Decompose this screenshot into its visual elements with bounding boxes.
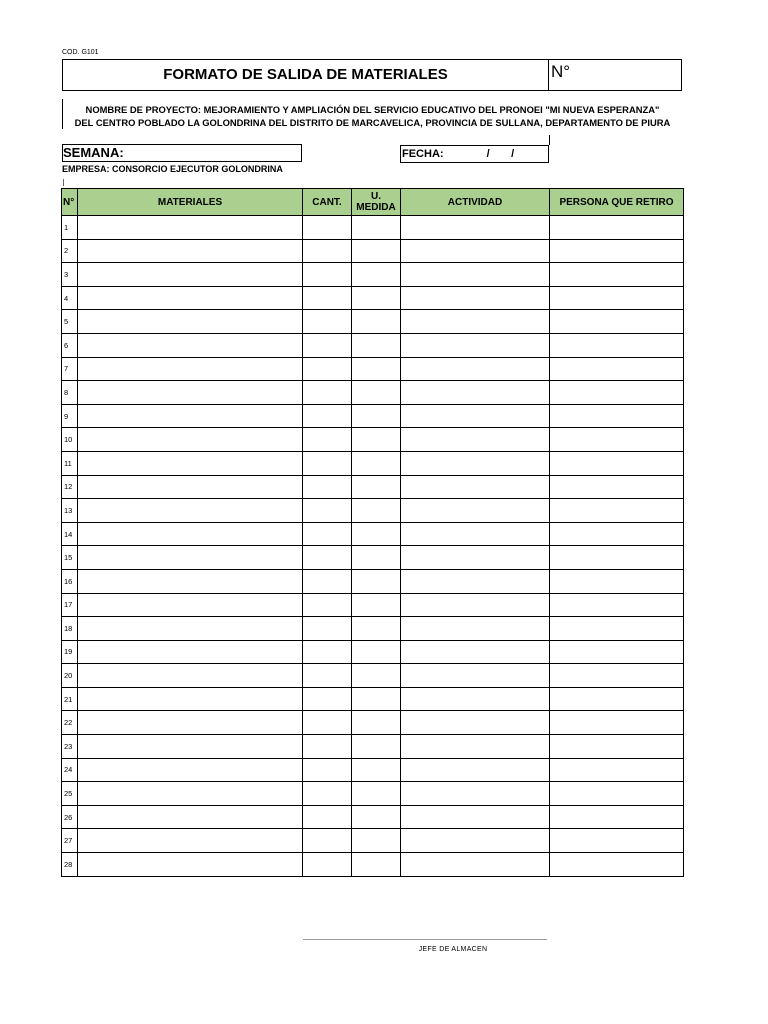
table-row	[62, 286, 684, 310]
quantity-cell[interactable]	[303, 640, 352, 664]
signature-label: JEFE DE ALMACEN	[418, 946, 488, 953]
header-activity: ACTIVIDAD	[401, 189, 550, 216]
person-cell[interactable]	[550, 216, 684, 240]
row-number: 13	[62, 499, 78, 523]
activity-cell[interactable]	[401, 782, 550, 806]
activity-cell[interactable]	[401, 569, 550, 593]
person-cell[interactable]	[550, 829, 684, 853]
row-number: 5	[62, 310, 78, 334]
divider	[549, 135, 550, 145]
unit-cell[interactable]	[352, 428, 401, 452]
row-number: 4	[62, 286, 78, 310]
materials-cell[interactable]	[78, 853, 303, 877]
unit-cell[interactable]	[352, 263, 401, 287]
project-line-1: NOMBRE DE PROYECTO: MEJORAMIENTO Y AMPLIACIÓN DEL SERVICIO EDUCATIVO DEL PRONOEI "MI NUEVA ESPERANZA"	[85, 104, 660, 115]
activity-cell[interactable]	[401, 664, 550, 688]
person-cell[interactable]	[550, 428, 684, 452]
quantity-cell[interactable]	[303, 782, 352, 806]
quantity-cell[interactable]	[303, 475, 352, 499]
materials-cell[interactable]	[78, 522, 303, 546]
unit-cell[interactable]	[352, 593, 401, 617]
header-unit: U. MEDIDA	[352, 189, 401, 216]
row-number: 12	[62, 475, 78, 499]
materials-cell[interactable]	[78, 357, 303, 381]
person-cell[interactable]	[550, 546, 684, 570]
person-cell[interactable]	[550, 593, 684, 617]
table-row	[62, 475, 684, 499]
activity-cell[interactable]	[401, 593, 550, 617]
unit-cell[interactable]	[352, 829, 401, 853]
materials-cell[interactable]	[78, 805, 303, 829]
materials-cell[interactable]	[78, 593, 303, 617]
table-row	[62, 216, 684, 240]
unit-cell[interactable]	[352, 546, 401, 570]
quantity-cell[interactable]	[303, 546, 352, 570]
materials-cell[interactable]	[78, 451, 303, 475]
table-row	[62, 853, 684, 877]
person-cell[interactable]	[550, 617, 684, 641]
unit-cell[interactable]	[352, 333, 401, 357]
activity-cell[interactable]	[401, 522, 550, 546]
person-cell[interactable]	[550, 263, 684, 287]
materials-cell[interactable]	[78, 216, 303, 240]
activity-cell[interactable]	[401, 404, 550, 428]
quantity-cell[interactable]	[303, 451, 352, 475]
activity-cell[interactable]	[401, 640, 550, 664]
table-row	[62, 617, 684, 641]
unit-cell[interactable]	[352, 687, 401, 711]
unit-cell[interactable]	[352, 711, 401, 735]
unit-cell[interactable]	[352, 216, 401, 240]
row-number: 28	[62, 853, 78, 877]
person-cell[interactable]	[550, 333, 684, 357]
unit-cell[interactable]	[352, 758, 401, 782]
activity-cell[interactable]	[401, 451, 550, 475]
materials-cell[interactable]	[78, 263, 303, 287]
activity-cell[interactable]	[401, 711, 550, 735]
header-number: N°	[62, 189, 78, 216]
unit-cell[interactable]	[352, 239, 401, 263]
quantity-cell[interactable]	[303, 593, 352, 617]
materials-table	[61, 188, 684, 877]
quantity-cell[interactable]	[303, 687, 352, 711]
header-person: PERSONA QUE RETIRO	[550, 189, 684, 216]
materials-cell[interactable]	[78, 310, 303, 334]
materials-cell[interactable]	[78, 735, 303, 759]
table-row	[62, 404, 684, 428]
materials-cell[interactable]	[78, 711, 303, 735]
unit-cell[interactable]	[352, 617, 401, 641]
activity-cell[interactable]	[401, 286, 550, 310]
materials-cell[interactable]	[78, 546, 303, 570]
unit-cell[interactable]	[352, 381, 401, 405]
unit-cell[interactable]	[352, 569, 401, 593]
unit-cell[interactable]	[352, 451, 401, 475]
quantity-cell[interactable]	[303, 853, 352, 877]
activity-cell[interactable]	[401, 475, 550, 499]
table-row	[62, 333, 684, 357]
materials-cell[interactable]	[78, 687, 303, 711]
table-row	[62, 664, 684, 688]
quantity-cell[interactable]	[303, 829, 352, 853]
quantity-cell[interactable]	[303, 404, 352, 428]
row-number: 7	[62, 357, 78, 381]
table-row	[62, 381, 684, 405]
table-row	[62, 263, 684, 287]
person-cell[interactable]	[550, 239, 684, 263]
row-number: 25	[62, 782, 78, 806]
unit-cell[interactable]	[352, 735, 401, 759]
row-number: 26	[62, 805, 78, 829]
row-number: 21	[62, 687, 78, 711]
person-cell[interactable]	[550, 499, 684, 523]
quantity-cell[interactable]	[303, 617, 352, 641]
quantity-cell[interactable]	[303, 664, 352, 688]
title-box	[62, 59, 682, 91]
row-number: 8	[62, 381, 78, 405]
fecha-label: FECHA:	[402, 148, 444, 160]
table-row	[62, 829, 684, 853]
header-quantity: CANT.	[303, 189, 352, 216]
materials-cell[interactable]	[78, 829, 303, 853]
quantity-cell[interactable]	[303, 522, 352, 546]
unit-cell[interactable]	[352, 640, 401, 664]
row-number: 6	[62, 333, 78, 357]
unit-cell[interactable]	[352, 853, 401, 877]
unit-cell[interactable]	[352, 782, 401, 806]
table-row	[62, 640, 684, 664]
materials-cell[interactable]	[78, 617, 303, 641]
table-row	[62, 451, 684, 475]
activity-cell[interactable]	[401, 428, 550, 452]
activity-cell[interactable]	[401, 239, 550, 263]
table-row	[62, 310, 684, 334]
project-name	[62, 99, 682, 129]
quantity-cell[interactable]	[303, 735, 352, 759]
table-row	[62, 593, 684, 617]
company-name: EMPRESA: CONSORCIO EJECUTOR GOLONDRINA	[62, 164, 283, 174]
person-cell[interactable]	[550, 640, 684, 664]
person-cell[interactable]	[550, 475, 684, 499]
number-label: N°	[551, 62, 571, 81]
materials-cell[interactable]	[78, 499, 303, 523]
person-cell[interactable]	[550, 451, 684, 475]
activity-cell[interactable]	[401, 853, 550, 877]
materials-cell[interactable]	[78, 286, 303, 310]
person-cell[interactable]	[550, 782, 684, 806]
activity-cell[interactable]	[401, 829, 550, 853]
person-cell[interactable]	[550, 569, 684, 593]
table-row	[62, 522, 684, 546]
person-cell[interactable]	[550, 310, 684, 334]
activity-cell[interactable]	[401, 546, 550, 570]
signature-line	[303, 939, 547, 940]
quantity-cell[interactable]	[303, 216, 352, 240]
person-cell[interactable]	[550, 853, 684, 877]
header-materials: MATERIALES	[78, 189, 303, 216]
person-cell[interactable]	[550, 664, 684, 688]
table-row	[62, 499, 684, 523]
unit-cell[interactable]	[352, 286, 401, 310]
activity-cell[interactable]	[401, 381, 550, 405]
materials-cell[interactable]	[78, 782, 303, 806]
table-row	[62, 357, 684, 381]
row-number: 18	[62, 617, 78, 641]
row-number: 3	[62, 263, 78, 287]
person-cell[interactable]	[550, 735, 684, 759]
person-cell[interactable]	[550, 687, 684, 711]
materials-cell[interactable]	[78, 381, 303, 405]
materials-cell[interactable]	[78, 640, 303, 664]
quantity-cell[interactable]	[303, 286, 352, 310]
activity-cell[interactable]	[401, 263, 550, 287]
quantity-cell[interactable]	[303, 758, 352, 782]
quantity-cell[interactable]	[303, 310, 352, 334]
table-row	[62, 239, 684, 263]
quantity-cell[interactable]	[303, 239, 352, 263]
person-cell[interactable]	[550, 522, 684, 546]
semana-field[interactable]: SEMANA:	[62, 144, 302, 162]
fecha-placeholder: / /	[486, 148, 515, 160]
fecha-field[interactable]	[400, 145, 549, 163]
unit-cell[interactable]	[352, 664, 401, 688]
row-number: 16	[62, 569, 78, 593]
activity-cell[interactable]	[401, 310, 550, 334]
row-number: 17	[62, 593, 78, 617]
materials-cell[interactable]	[78, 333, 303, 357]
table-row	[62, 758, 684, 782]
materials-cell[interactable]	[78, 475, 303, 499]
person-cell[interactable]	[550, 286, 684, 310]
table-row	[62, 711, 684, 735]
row-number: 1	[62, 216, 78, 240]
row-number: 14	[62, 522, 78, 546]
project-line-2: DEL CENTRO POBLADO LA GOLONDRINA DEL DISTRITO DE MARCAVELICA, PROVINCIA DE SULLANA, DEPARTAMENTO DE PIURA	[74, 117, 671, 128]
table-row	[62, 546, 684, 570]
activity-cell[interactable]	[401, 216, 550, 240]
table-row	[62, 428, 684, 452]
quantity-cell[interactable]	[303, 711, 352, 735]
row-number: 20	[62, 664, 78, 688]
row-number: 27	[62, 829, 78, 853]
unit-cell[interactable]	[352, 404, 401, 428]
activity-cell[interactable]	[401, 735, 550, 759]
row-number: 22	[62, 711, 78, 735]
activity-cell[interactable]	[401, 687, 550, 711]
row-number: 2	[62, 239, 78, 263]
unit-cell[interactable]	[352, 499, 401, 523]
materials-cell[interactable]	[78, 239, 303, 263]
divider	[63, 179, 64, 186]
unit-cell[interactable]	[352, 475, 401, 499]
table-row	[62, 805, 684, 829]
table-row	[62, 782, 684, 806]
activity-cell[interactable]	[401, 805, 550, 829]
document-code: COD. G101	[62, 49, 99, 56]
document-title: FORMATO DE SALIDA DE MATERIALES	[63, 60, 549, 90]
activity-cell[interactable]	[401, 333, 550, 357]
table-row	[62, 687, 684, 711]
row-number: 19	[62, 640, 78, 664]
quantity-cell[interactable]	[303, 428, 352, 452]
row-number: 9	[62, 404, 78, 428]
table-row	[62, 735, 684, 759]
quantity-cell[interactable]	[303, 357, 352, 381]
quantity-cell[interactable]	[303, 499, 352, 523]
unit-cell[interactable]	[352, 310, 401, 334]
person-cell[interactable]	[550, 711, 684, 735]
materials-cell[interactable]	[78, 404, 303, 428]
materials-cell[interactable]	[78, 758, 303, 782]
table-row	[62, 569, 684, 593]
unit-cell[interactable]	[352, 805, 401, 829]
activity-cell[interactable]	[401, 357, 550, 381]
activity-cell[interactable]	[401, 617, 550, 641]
person-cell[interactable]	[550, 805, 684, 829]
quantity-cell[interactable]	[303, 805, 352, 829]
unit-cell[interactable]	[352, 522, 401, 546]
materials-cell[interactable]	[78, 569, 303, 593]
table-header-row	[62, 189, 684, 216]
quantity-cell[interactable]	[303, 381, 352, 405]
row-number: 24	[62, 758, 78, 782]
activity-cell[interactable]	[401, 499, 550, 523]
person-cell[interactable]	[550, 758, 684, 782]
quantity-cell[interactable]	[303, 333, 352, 357]
quantity-cell[interactable]	[303, 263, 352, 287]
row-number: 10	[62, 428, 78, 452]
person-cell[interactable]	[550, 404, 684, 428]
activity-cell[interactable]	[401, 758, 550, 782]
materials-cell[interactable]	[78, 664, 303, 688]
row-number: 23	[62, 735, 78, 759]
materials-cell[interactable]	[78, 428, 303, 452]
quantity-cell[interactable]	[303, 569, 352, 593]
row-number: 15	[62, 546, 78, 570]
person-cell[interactable]	[550, 381, 684, 405]
person-cell[interactable]	[550, 357, 684, 381]
unit-cell[interactable]	[352, 357, 401, 381]
row-number: 11	[62, 451, 78, 475]
